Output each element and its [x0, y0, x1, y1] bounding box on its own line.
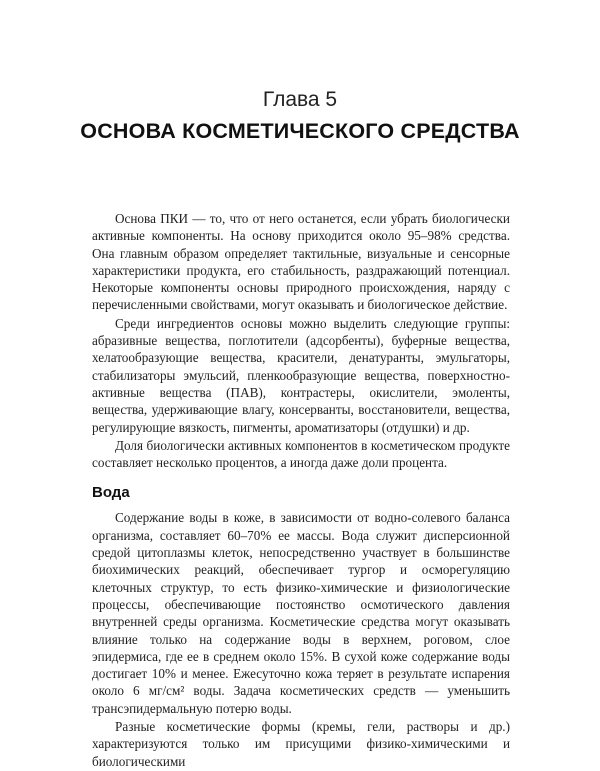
water-paragraph-1: Содержание воды в коже, в зависимости от водно-солевого баланса организма, составляет 60–70% ее массы. Вода служит дисперсионной средой цитоплазмы клеток, непосредственно участвует в большинстве биохимических реакций, обеспечивает тургор и осморегуляцию клеточных структур, то есть физико-химические и физиологические процессы, обеспечивающие постоянство осмотического давления внутренней среды организма. Косметические средства могут оказывать влияние только на содержание воды в верхнем, роговом, слое эпидермиса, где ее в среднем около 15%. В сухой коже содержание воды достигает 10% и менее. Ежесуточно кожа теряет в результате испарения около 6 мг/см² воды. Задача косметических средств — уменьшить трансэпидермальную потерю воды.	[92, 510, 510, 716]
page-body	[92, 210, 510, 771]
intro-paragraph-3: Доля биологически активных компонентов в косметическом продукте составляет несколько процентов, а иногда даже доли процента.	[92, 437, 510, 471]
chapter-number: Глава 5	[262, 88, 338, 111]
intro-paragraph-1: Основа ПКИ — то, что от него останется, если убрать биологически активные компоненты. На основу приходится около 95–98% средства. Она главным образом определяет тактильные, визуальные и сенсорные характеристики продукта, его стабильность, раздражающий потенциал. Некоторые компоненты основы природного происхождения, наряду с перечисленными свойствами, могут оказывать и биологическое действие.	[92, 211, 510, 313]
chapter-title: ОСНОВА КОСМЕТИЧЕСКОГО СРЕДСТВА	[80, 119, 520, 143]
water-paragraph-2: Разные косметические формы (кремы, гели, растворы и др.) характеризуются только им присущими физико-химическими и биологическими	[92, 719, 510, 769]
intro-paragraph-2: Среди ингредиентов основы можно выделить следующие группы: абразивные вещества, поглотители (адсорбенты), буферные вещества, хелатообразующие вещества, красители, денатуранты, эмульгаторы, стабилизаторы эмульсий, пленкообразующие вещества, поверхностно-активные вещества (ПАВ), контрастеры, окислители, эмоленты, вещества, удерживающие влагу, консерванты, восстановители, вещества, регулирующие вязкость, пигменты, ароматизаторы (отдушки) и др.	[92, 315, 510, 435]
section-heading-water: Вода	[92, 484, 130, 502]
